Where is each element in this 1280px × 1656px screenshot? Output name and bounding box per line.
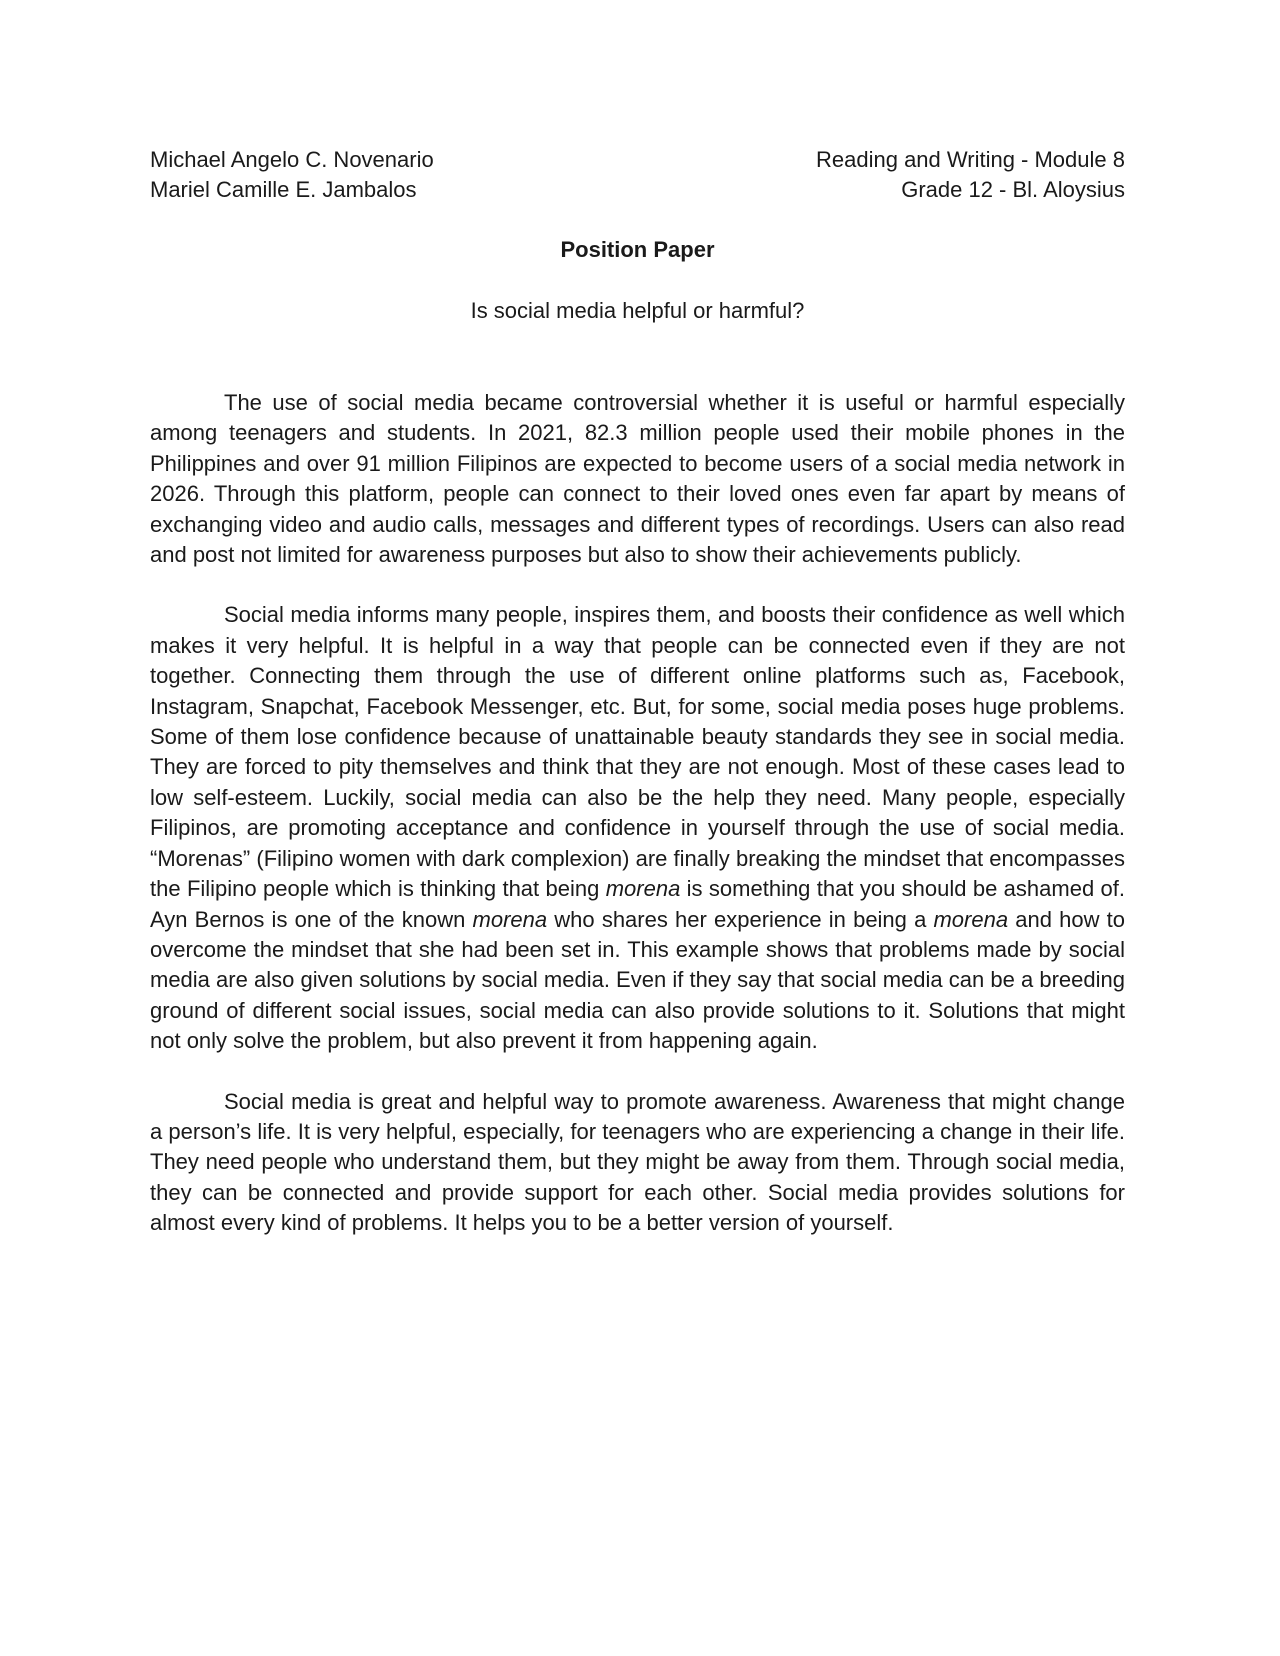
paragraph-2-italic-3: morena <box>933 906 1009 932</box>
author-names <box>150 145 434 205</box>
author-2: Mariel Camille E. Jambalos <box>150 177 417 202</box>
grade-section: Grade 12 - Bl. Aloysius <box>901 177 1125 202</box>
paragraph-2 <box>150 600 1125 1056</box>
paragraph-2-text-2: is something that you should be ashamed of. Ayn Bernos is one of the known <box>150 876 1126 932</box>
subject-module: Reading and Writing - Module 8 <box>816 147 1125 172</box>
course-info <box>816 145 1125 205</box>
paper-question: Is social media helpful or harmful? <box>470 298 805 323</box>
paragraph-2-text-3: who shares her experience in being a <box>547 906 934 932</box>
paragraph-2-text-4: and how to overcome the mindset that she had been set in. This example shows that problems made by social media are also given solutions by social media. Even if they say that social media can be a breeding ground of different social issues, social media can also provide solutions to it. Solutions that might not only solve the problem, but also prevent it from happening again. <box>150 906 1125 1054</box>
paper-body <box>150 388 1125 1239</box>
paragraph-2-italic-2: morena <box>472 906 548 932</box>
paper-title: Position Paper <box>560 237 715 262</box>
paragraph-2-text-1: Social media informs many people, inspires them, and boosts their confidence as well which makes it very helpful. It is helpful in a way that people can be connected even if they are not together. Connecting them through the use of different online platforms such as, Facebook, Instagram, Snapchat, Facebook Messenger, etc. But, for some, social media poses huge problems. Some of them lose confidence because of unattainable beauty standards they see in social media. They are forced to pity themselves and think that they are not enough. Most of these cases lead to low self-esteem. Luckily, social media can also be the help they need. Many people, especially Filipinos, are promoting acceptance and confidence in yourself through the use of social media. “Morenas” (Filipino women with dark complexion) are finally breaking the mindset that encompasses the Filipino people which is thinking that being <box>150 602 1125 902</box>
header <box>150 145 1125 205</box>
paragraph-2-italic-1: morena <box>605 876 681 902</box>
author-1: Michael Angelo C. Novenario <box>150 147 434 172</box>
paragraph-1: The use of social media became controversial whether it is useful or harmful especially among teenagers and students. In 2021, 82.3 million people used their mobile phones in the Philippines and over 91 million Filipinos are expected to become users of a social media network in 2026. Through this platform, people can connect to their loved ones even far apart by means of exchanging video and audio calls, messages and different types of recordings. Users can also read and post not limited for awareness purposes but also to show their achievements publicly. <box>150 390 1125 568</box>
paragraph-3: Social media is great and helpful way to promote awareness. Awareness that might change a person’s life. It is very helpful, especially, for teenagers who are experiencing a change in their life. They need people who understand them, but they might be away from them. Through social media, they can be connected and provide support for each other. Social media provides solutions for almost every kind of problems. It helps you to be a better version of yourself. <box>150 1088 1125 1236</box>
document-page <box>150 145 1125 1269</box>
